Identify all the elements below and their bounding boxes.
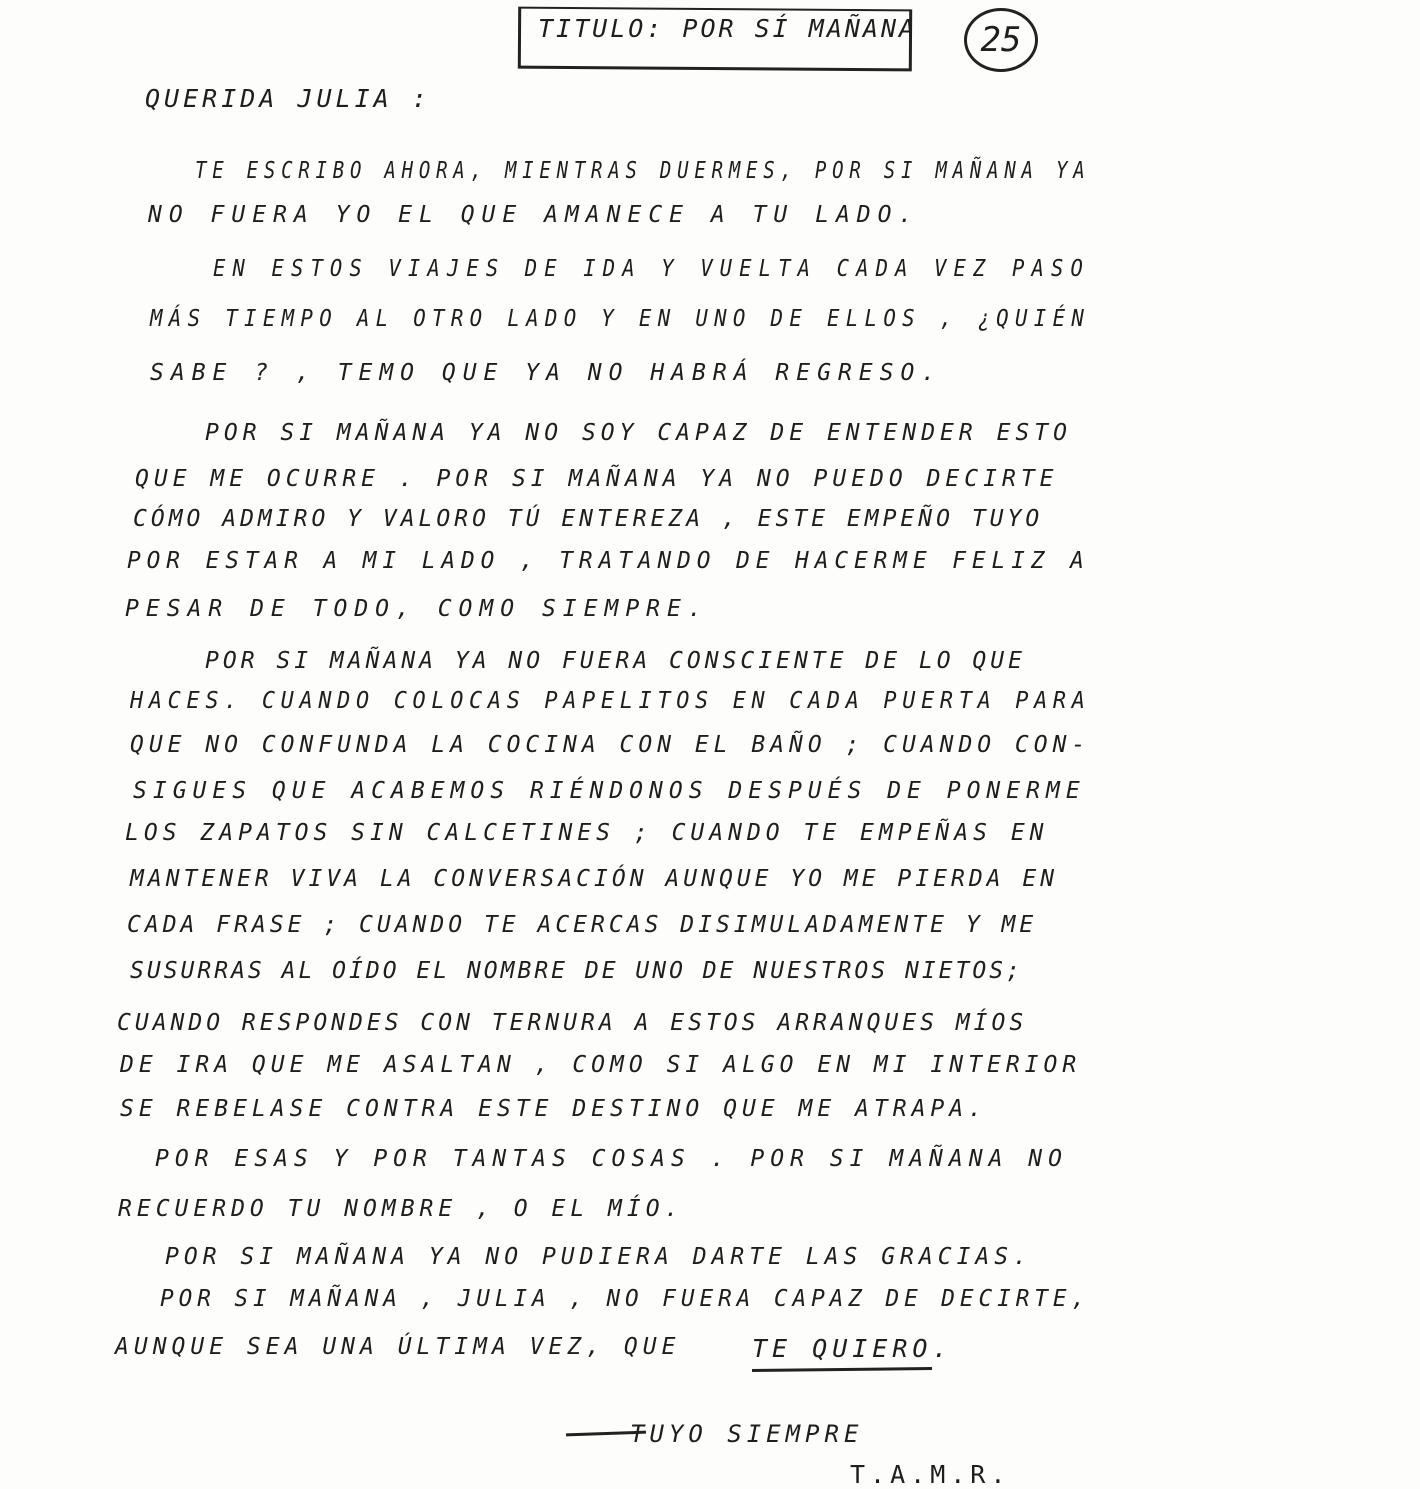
letter-line: SE REBELASE CONTRA ESTE DESTINO QUE ME ATRAPA. bbox=[120, 1096, 987, 1122]
letter-line: POR SI MAÑANA YA NO FUERA CONSCIENTE DE LO QUE bbox=[205, 648, 1026, 674]
letter-line: MÁS TIEMPO AL OTRO LADO Y EN UNO DE ELLOS , ¿QUIÉN bbox=[150, 306, 1091, 332]
letter-line: TE ESCRIBO AHORA, MIENTRAS DUERMES, POR SI MAÑANA YA bbox=[195, 158, 1091, 184]
letter-line: POR ESTAR A MI LADO , TRATANDO DE HACERME FELIZ A bbox=[127, 548, 1090, 574]
letter-title: TITULO: POR SÍ MAÑANA bbox=[538, 14, 918, 43]
letter-line: MANTENER VIVA LA CONVERSACIÓN AUNQUE YO ME PIERDA EN bbox=[130, 866, 1059, 892]
letter-line: SIGUES QUE ACABEMOS RIÉNDONOS DESPUÉS DE PONERME bbox=[133, 778, 1086, 804]
letter-line: POR SI MAÑANA , JULIA , NO FUERA CAPAZ DE DECIRTE, bbox=[160, 1286, 1091, 1312]
letter-line: POR ESAS Y POR TANTAS COSAS . POR SI MAÑANA NO bbox=[155, 1146, 1068, 1172]
letter-line: DE IRA QUE ME ASALTAN , COMO SI ALGO EN MI INTERIOR bbox=[120, 1052, 1082, 1078]
letter-line: CADA FRASE ; CUANDO TE ACERCAS DISIMULADAMENTE Y ME bbox=[127, 912, 1038, 938]
page-number: 25 bbox=[980, 20, 1022, 60]
signature-initials: T.A.M.R. bbox=[850, 1460, 1011, 1489]
closing: TUYO SIEMPRE bbox=[630, 1420, 864, 1448]
te-quiero-underline bbox=[752, 1367, 932, 1372]
letter-line: POR SI MAÑANA YA NO PUDIERA DARTE LAS GRACIAS. bbox=[165, 1244, 1032, 1270]
letter-line: LOS ZAPATOS SIN CALCETINES ; CUANDO TE EMPEÑAS EN bbox=[125, 820, 1049, 846]
letter-line: QUE ME OCURRE . POR SI MAÑANA YA NO PUEDO DECIRTE bbox=[135, 466, 1059, 492]
page-number-circle bbox=[964, 8, 1038, 72]
letter-line: POR SI MAÑANA YA NO SOY CAPAZ DE ENTENDER ESTO bbox=[205, 420, 1072, 446]
letter-line: SUSURRAS AL OÍDO EL NOMBRE DE UNO DE NUESTROS NIETOS; bbox=[130, 958, 1023, 984]
letter-line: NO FUERA YO EL QUE AMANECE A TU LADO. bbox=[148, 202, 920, 228]
letter-line: EN ESTOS VIAJES DE IDA Y VUELTA CADA VEZ PASO bbox=[213, 256, 1090, 282]
te-quiero-text: TE QUIERO. bbox=[752, 1334, 953, 1363]
letter-line: PESAR DE TODO, COMO SIEMPRE. bbox=[125, 596, 709, 622]
letter-line: RECUERDO TU NOMBRE , O EL MÍO. bbox=[118, 1196, 684, 1222]
letter-line: QUE NO CONFUNDA LA COCINA CON EL BAÑO ; CUANDO CON- bbox=[130, 732, 1091, 758]
letter-line: CUANDO RESPONDES CON TERNURA A ESTOS ARRANQUES MÍOS bbox=[117, 1010, 1028, 1036]
greeting: QUERIDA JULIA : bbox=[145, 84, 431, 113]
letter-line: HACES. CUANDO COLOCAS PAPELITOS EN CADA PUERTA PARA bbox=[130, 688, 1091, 714]
letter-line: AUNQUE SEA UNA ÚLTIMA VEZ, QUE bbox=[115, 1334, 681, 1360]
letter-line: SABE ? , TEMO QUE YA NO HABRÁ REGRESO. bbox=[150, 360, 943, 386]
letter-line: CÓMO ADMIRO Y VALORO TÚ ENTEREZA , ESTE EMPEÑO TUYO bbox=[133, 506, 1044, 532]
